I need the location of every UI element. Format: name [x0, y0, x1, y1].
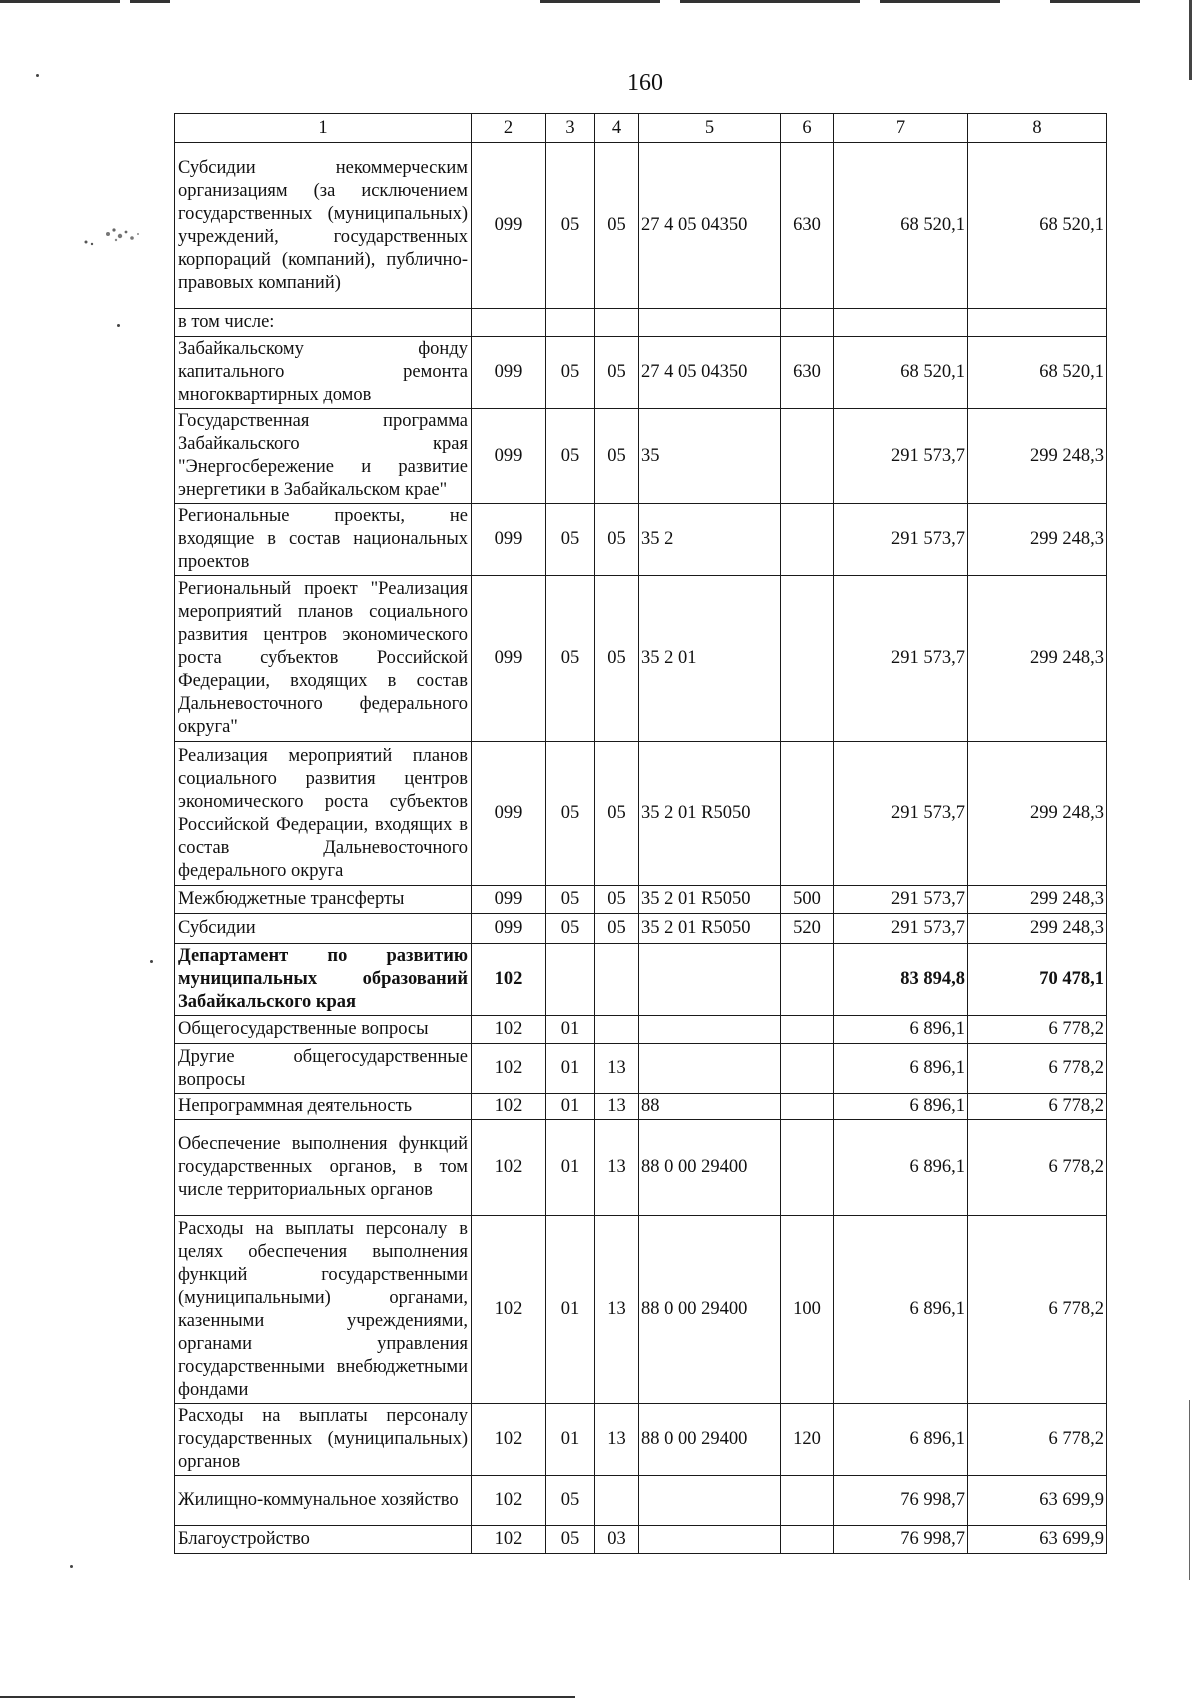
table-row [175, 742, 1107, 886]
cell-code-admin: 102 [472, 1216, 546, 1404]
cell-amount-year2: 299 248,3 [968, 742, 1107, 886]
cell-code-admin: 102 [472, 1016, 546, 1044]
table-row [175, 1216, 1107, 1404]
row-name: Обеспечение выполнения функций государственных органов, в том числе территориальных органов [175, 1120, 472, 1216]
cell-subsection: 13 [595, 1404, 639, 1476]
cell-amount-year2: 6 778,2 [968, 1044, 1107, 1094]
row-name: Реализация мероприятий планов социального развития центров экономического роста субъектов Российской Федерации, входящих в состав Дальневосточного федерального округа [175, 742, 472, 886]
table-row [175, 504, 1107, 576]
cell-code-admin: 102 [472, 1476, 546, 1526]
cell-code-admin: 102 [472, 1094, 546, 1120]
cell-amount-year1: 291 573,7 [834, 576, 968, 742]
table-row [175, 1094, 1107, 1120]
scan-speck [70, 1565, 73, 1568]
cell-subsection [595, 944, 639, 1016]
cell-subsection: 05 [595, 742, 639, 886]
table-row [175, 143, 1107, 309]
table-row [175, 1044, 1107, 1094]
cell-amount-year1: 291 573,7 [834, 914, 968, 944]
cell-expense-type [781, 309, 834, 337]
cell-section: 05 [546, 143, 595, 309]
cell-amount-year1: 83 894,8 [834, 944, 968, 1016]
cell-expense-type: 120 [781, 1404, 834, 1476]
table-row [175, 309, 1107, 337]
cell-expense-type [781, 1476, 834, 1526]
cell-code-admin: 102 [472, 1526, 546, 1554]
cell-amount-year1: 6 896,1 [834, 1094, 968, 1120]
cell-target-article: 27 4 05 04350 [639, 143, 781, 309]
cell-subsection: 05 [595, 409, 639, 504]
row-name: Субсидии некоммерческим организациям (за исключением государственных (муниципальных) учреждений, государственных корпораций (компаний), публично-правовых компаний) [175, 143, 472, 309]
cell-amount-year1: 291 573,7 [834, 409, 968, 504]
cell-amount-year2: 299 248,3 [968, 504, 1107, 576]
cell-amount-year1: 6 896,1 [834, 1016, 968, 1044]
cell-subsection: 05 [595, 337, 639, 409]
row-name: Региональные проекты, не входящие в состав национальных проектов [175, 504, 472, 576]
cell-subsection [595, 309, 639, 337]
cell-expense-type [781, 1044, 834, 1094]
cell-subsection: 13 [595, 1216, 639, 1404]
row-name: Расходы на выплаты персоналу в целях обеспечения выполнения функций государственными (муниципальными) органами, казенными учреждениями, органами управления государственными внебюджетными фондами [175, 1216, 472, 1404]
cell-expense-type: 630 [781, 143, 834, 309]
cell-section: 05 [546, 504, 595, 576]
cell-subsection: 05 [595, 886, 639, 914]
table-header-row [175, 114, 1107, 143]
budget-table [174, 113, 1107, 1554]
table-row [175, 944, 1107, 1016]
cell-subsection: 05 [595, 914, 639, 944]
cell-target-article: 27 4 05 04350 [639, 337, 781, 409]
cell-expense-type: 630 [781, 337, 834, 409]
cell-amount-year1: 291 573,7 [834, 886, 968, 914]
cell-subsection: 13 [595, 1044, 639, 1094]
cell-amount-year1: 68 520,1 [834, 337, 968, 409]
cell-amount-year2: 70 478,1 [968, 944, 1107, 1016]
row-name: Благоустройство [175, 1526, 472, 1554]
cell-section: 05 [546, 886, 595, 914]
scan-speck [150, 960, 153, 963]
table-row [175, 576, 1107, 742]
cell-section: 05 [546, 914, 595, 944]
cell-subsection: 05 [595, 504, 639, 576]
cell-code-admin: 099 [472, 504, 546, 576]
cell-code-admin: 099 [472, 576, 546, 742]
cell-expense-type [781, 409, 834, 504]
page-number: 160 [627, 70, 663, 96]
cell-section: 01 [546, 1044, 595, 1094]
cell-subsection: 13 [595, 1094, 639, 1120]
cell-expense-type [781, 1094, 834, 1120]
table-row [175, 337, 1107, 409]
cell-amount-year2 [968, 309, 1107, 337]
row-name: Государственная программа Забайкальского края "Энергосбережение и развитие энергетики в Забайкальском крае" [175, 409, 472, 504]
scan-artifact-right-edge [1185, 0, 1192, 80]
cell-target-article: 35 2 01 R5050 [639, 742, 781, 886]
row-name: Другие общегосударственные вопросы [175, 1044, 472, 1094]
row-name: Непрограммная деятельность [175, 1094, 472, 1120]
row-name: Субсидии [175, 914, 472, 944]
cell-expense-type: 100 [781, 1216, 834, 1404]
cell-target-article [639, 1526, 781, 1554]
cell-amount-year2: 6 778,2 [968, 1094, 1107, 1120]
column-header: 1 [175, 114, 472, 143]
table-row [175, 914, 1107, 944]
cell-amount-year1: 291 573,7 [834, 504, 968, 576]
table-row [175, 409, 1107, 504]
cell-amount-year2: 6 778,2 [968, 1120, 1107, 1216]
cell-section [546, 309, 595, 337]
column-header: 2 [472, 114, 546, 143]
cell-section: 05 [546, 576, 595, 742]
cell-target-article: 35 2 01 R5050 [639, 914, 781, 944]
row-name: Расходы на выплаты персоналу государственных (муниципальных) органов [175, 1404, 472, 1476]
cell-code-admin: 099 [472, 337, 546, 409]
cell-code-admin: 102 [472, 1404, 546, 1476]
cell-section: 05 [546, 742, 595, 886]
cell-target-article [639, 1476, 781, 1526]
cell-target-article: 88 0 00 29400 [639, 1216, 781, 1404]
cell-amount-year1: 6 896,1 [834, 1120, 968, 1216]
cell-amount-year1: 6 896,1 [834, 1404, 968, 1476]
cell-amount-year2: 68 520,1 [968, 143, 1107, 309]
row-name: Департамент по развитию муниципальных образований Забайкальского края [175, 944, 472, 1016]
cell-section [546, 944, 595, 1016]
cell-code-admin: 102 [472, 944, 546, 1016]
cell-code-admin: 102 [472, 1120, 546, 1216]
cell-section: 05 [546, 337, 595, 409]
table-row [175, 1526, 1107, 1554]
table-row [175, 886, 1107, 914]
cell-amount-year2: 63 699,9 [968, 1526, 1107, 1554]
cell-subsection [595, 1476, 639, 1526]
cell-section: 01 [546, 1094, 595, 1120]
cell-code-admin [472, 309, 546, 337]
cell-code-admin: 099 [472, 886, 546, 914]
cell-amount-year2: 299 248,3 [968, 886, 1107, 914]
cell-target-article [639, 1016, 781, 1044]
cell-code-admin: 099 [472, 409, 546, 504]
scan-artifact-bottom-line [0, 1696, 575, 1698]
cell-amount-year2: 63 699,9 [968, 1476, 1107, 1526]
cell-amount-year2: 6 778,2 [968, 1016, 1107, 1044]
cell-target-article: 88 [639, 1094, 781, 1120]
row-name: Общегосударственные вопросы [175, 1016, 472, 1044]
cell-amount-year2: 299 248,3 [968, 576, 1107, 742]
cell-expense-type [781, 1016, 834, 1044]
cell-amount-year1: 68 520,1 [834, 143, 968, 309]
cell-amount-year2: 299 248,3 [968, 914, 1107, 944]
column-header: 3 [546, 114, 595, 143]
scan-artifact-right-edge-low [1187, 1400, 1190, 1580]
cell-amount-year1: 76 998,7 [834, 1476, 968, 1526]
cell-expense-type: 500 [781, 886, 834, 914]
column-header: 4 [595, 114, 639, 143]
cell-subsection [595, 1016, 639, 1044]
cell-section: 01 [546, 1216, 595, 1404]
cell-target-article [639, 309, 781, 337]
column-header: 7 [834, 114, 968, 143]
cell-target-article: 35 [639, 409, 781, 504]
cell-expense-type [781, 576, 834, 742]
cell-amount-year2: 299 248,3 [968, 409, 1107, 504]
row-name: Забайкальскому фонду капитального ремонта многоквартирных домов [175, 337, 472, 409]
cell-target-article [639, 1044, 781, 1094]
cell-subsection: 03 [595, 1526, 639, 1554]
cell-amount-year1: 291 573,7 [834, 742, 968, 886]
row-name: Жилищно-коммунальное хозяйство [175, 1476, 472, 1526]
cell-section: 01 [546, 1404, 595, 1476]
scan-artifact-top [0, 0, 1200, 6]
cell-amount-year1 [834, 309, 968, 337]
cell-target-article: 35 2 01 [639, 576, 781, 742]
cell-expense-type [781, 504, 834, 576]
cell-amount-year1: 76 998,7 [834, 1526, 968, 1554]
cell-code-admin: 099 [472, 143, 546, 309]
column-header: 8 [968, 114, 1107, 143]
column-header: 5 [639, 114, 781, 143]
table-row [175, 1404, 1107, 1476]
cell-expense-type [781, 742, 834, 886]
cell-expense-type [781, 1120, 834, 1216]
cell-target-article: 35 2 01 R5050 [639, 886, 781, 914]
table-row [175, 1120, 1107, 1216]
scan-speck [117, 324, 120, 327]
cell-code-admin: 099 [472, 914, 546, 944]
cell-amount-year1: 6 896,1 [834, 1216, 968, 1404]
row-name: в том числе: [175, 309, 472, 337]
cell-section: 05 [546, 409, 595, 504]
cell-subsection: 13 [595, 1120, 639, 1216]
row-name: Региональный проект "Реализация мероприятий планов социального развития центров экономического роста субъектов Российской Федерации, входящих в состав Дальневосточного федерального округа" [175, 576, 472, 742]
cell-expense-type [781, 1526, 834, 1554]
cell-subsection: 05 [595, 143, 639, 309]
cell-amount-year1: 6 896,1 [834, 1044, 968, 1094]
cell-section: 01 [546, 1016, 595, 1044]
cell-code-admin: 099 [472, 742, 546, 886]
cell-amount-year2: 6 778,2 [968, 1404, 1107, 1476]
cell-section: 01 [546, 1120, 595, 1216]
cell-subsection: 05 [595, 576, 639, 742]
row-name: Межбюджетные трансферты [175, 886, 472, 914]
cell-target-article: 88 0 00 29400 [639, 1120, 781, 1216]
table-row [175, 1476, 1107, 1526]
cell-code-admin: 102 [472, 1044, 546, 1094]
cell-expense-type [781, 944, 834, 1016]
cell-section: 05 [546, 1526, 595, 1554]
column-header: 6 [781, 114, 834, 143]
table-row [175, 1016, 1107, 1044]
cell-target-article: 88 0 00 29400 [639, 1404, 781, 1476]
cell-expense-type: 520 [781, 914, 834, 944]
cell-amount-year2: 68 520,1 [968, 337, 1107, 409]
cell-target-article: 35 2 [639, 504, 781, 576]
cell-target-article [639, 944, 781, 1016]
cell-amount-year2: 6 778,2 [968, 1216, 1107, 1404]
cell-section: 05 [546, 1476, 595, 1526]
scan-smudge [78, 222, 148, 252]
